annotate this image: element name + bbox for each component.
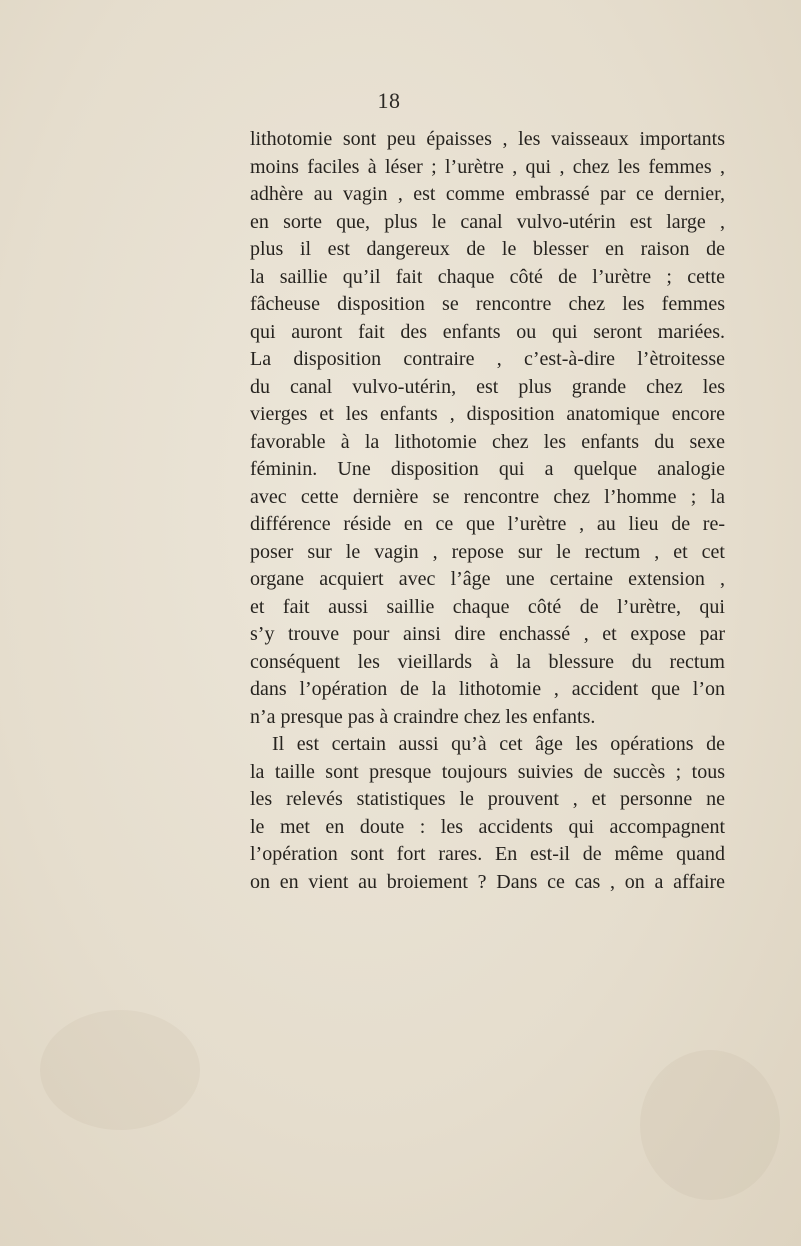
text-line: La disposition contraire , c’est-à-dire l’ètroitesse: [250, 348, 725, 370]
text-line: organe acquiert avec l’âge une certaine extension ,: [250, 568, 725, 590]
text-line: moins faciles à léser ; l’urètre , qui , chez les femmes ,: [250, 155, 725, 178]
text-line: le met en doute : les accidents qui accompagnent: [250, 815, 725, 838]
text-line: avec cette dernière se rencontre chez l’homme ; la: [250, 485, 725, 508]
paragraph-2: [250, 731, 725, 896]
text-line: dans l’opération de la lithotomie , accident que l’on: [250, 678, 725, 700]
text-line: qui auront fait des enfants ou qui seront mariées.: [250, 320, 725, 343]
text-line: vierges et les enfants , disposition anatomique encore: [250, 403, 725, 425]
text-line: conséquent les vieillards à la blessure du rectum: [250, 650, 725, 673]
body-text: [250, 126, 725, 896]
text-line: différence réside en ce que l’urètre , au lieu de re-: [250, 513, 725, 535]
text-line: fâcheuse disposition se rencontre chez les femmes: [250, 293, 725, 315]
text-line: la saillie qu’il fait chaque côté de l’urètre ; cette: [250, 265, 725, 288]
text-line: féminin. Une disposition qui a quelque analogie: [250, 458, 725, 480]
text-line: plus il est dangereux de le blesser en raison de: [250, 238, 725, 260]
page-number: 18: [377, 88, 401, 113]
text-line: l’opération sont fort rares. En est-il de même quand: [250, 843, 725, 865]
text-line: s’y trouve pour ainsi dire enchassé , et expose par: [250, 623, 725, 645]
text-line: favorable à la lithotomie chez les enfants du sexe: [250, 430, 725, 453]
text-line: Il est certain aussi qu’à cet âge les opérations de: [272, 733, 725, 755]
paper-stain: [640, 1050, 780, 1200]
text-line: n’a presque pas à craindre chez les enfants.: [250, 705, 596, 728]
text-line: en sorte que, plus le canal vulvo-utérin est large ,: [250, 210, 725, 233]
text-line: la taille sont presque toujours suivies de succès ; tous: [250, 760, 725, 783]
paragraph-1: [250, 126, 725, 731]
text-line: poser sur le vagin , repose sur le rectum , et cet: [250, 540, 725, 563]
text-line: les relevés statistiques le prouvent , et personne ne: [250, 788, 725, 810]
text-line: on en vient au broiement ? Dans ce cas , on a affaire: [250, 870, 725, 893]
paper-stain: [40, 1010, 200, 1130]
text-line: et fait aussi saillie chaque côté de l’urètre, qui: [250, 595, 725, 618]
text-line: adhère au vagin , est comme embrassé par ce dernier,: [250, 183, 725, 205]
text-line: du canal vulvo-utérin, est plus grande chez les: [250, 375, 725, 398]
text-line: lithotomie sont peu épaisses , les vaisseaux importants: [250, 128, 725, 150]
